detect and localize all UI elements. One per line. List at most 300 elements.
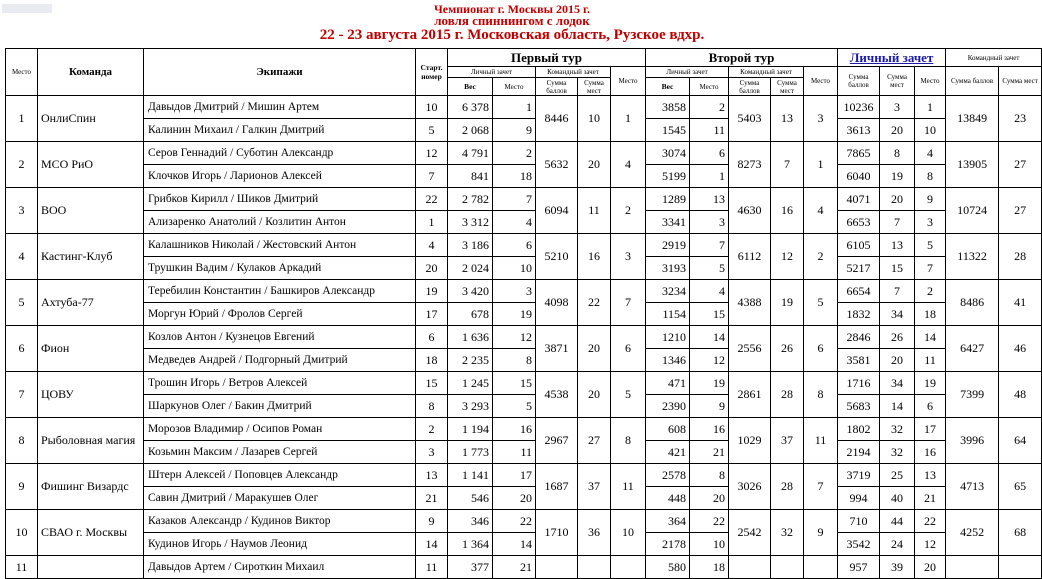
crew-t1-weight: 1 364 (448, 533, 493, 556)
crew-names: Давыдов Дмитрий / Мишин Артем (144, 96, 416, 119)
crew-personal-sum-places: 14 (880, 395, 915, 418)
crew-start-number: 13 (416, 464, 448, 487)
header-t2-rank: Место (804, 67, 838, 96)
crew-personal-sum-points: 6654 (838, 280, 880, 303)
team-t1-sum-places: 22 (578, 280, 611, 326)
crew-t1-weight: 2 782 (448, 188, 493, 211)
header-start: Старт. номер (416, 49, 448, 96)
header-total-sum-places: Сумма мест (999, 67, 1042, 96)
team-total-sum-places: 46 (999, 326, 1042, 372)
crew-start-number: 12 (416, 142, 448, 165)
header-total-sum-points: Сумма баллов (946, 67, 999, 96)
team-t2-sum-points: 4388 (729, 280, 771, 326)
crew-t1-place: 19 (493, 303, 536, 326)
team-t1-sum-points (536, 556, 578, 579)
crew-personal-rank: 17 (915, 418, 946, 441)
crew-t2-weight: 3858 (646, 96, 690, 119)
crew-start-number: 11 (416, 556, 448, 579)
crew-t2-weight: 364 (646, 510, 690, 533)
crew-start-number: 7 (416, 165, 448, 188)
team-t1-rank: 1 (611, 96, 646, 142)
header-t2-sum-points: Сумма баллов (729, 78, 771, 96)
team-t1-rank: 4 (611, 142, 646, 188)
crew-t2-weight: 3193 (646, 257, 690, 280)
team-t1-sum-places: 10 (578, 96, 611, 142)
crew-start-number: 19 (416, 280, 448, 303)
team-t2-rank: 7 (804, 464, 838, 510)
team-total-sum-points: 13849 (946, 96, 999, 142)
crew-t2-weight: 1346 (646, 349, 690, 372)
crew-t2-place: 14 (690, 326, 729, 349)
crew-t1-place: 4 (493, 211, 536, 234)
team-place: 1 (6, 96, 38, 142)
crew-t1-weight: 1 141 (448, 464, 493, 487)
crew-names: Теребилин Константин / Башкиров Александр (144, 280, 416, 303)
crew-start-number: 4 (416, 234, 448, 257)
crew-personal-rank: 9 (915, 188, 946, 211)
team-t2-sum-places: 13 (771, 96, 804, 142)
crew-t1-place: 1 (493, 96, 536, 119)
crew-t1-place: 20 (493, 487, 536, 510)
crew-personal-rank: 2 (915, 280, 946, 303)
crew-t1-place: 10 (493, 257, 536, 280)
crew-personal-sum-points: 7865 (838, 142, 880, 165)
crew-start-number: 3 (416, 441, 448, 464)
crew-t2-weight: 2578 (646, 464, 690, 487)
team-t2-sum-points: 2861 (729, 372, 771, 418)
crew-personal-sum-places: 39 (880, 556, 915, 579)
header-crew: Экипажи (144, 49, 416, 96)
team-t2-sum-points: 8273 (729, 142, 771, 188)
team-t2-rank (804, 556, 838, 579)
header-t1-place: Место (493, 78, 536, 96)
crew-names: Шаркунов Олег / Бакин Дмитрий (144, 395, 416, 418)
team-t1-sum-places: 20 (578, 372, 611, 418)
crew-personal-sum-places: 15 (880, 257, 915, 280)
table-row (6, 510, 1042, 533)
team-t2-sum-points: 4630 (729, 188, 771, 234)
crew-personal-rank: 22 (915, 510, 946, 533)
crew-personal-rank: 16 (915, 441, 946, 464)
crew-personal-sum-places: 13 (880, 234, 915, 257)
team-t1-sum-points: 2967 (536, 418, 578, 464)
crew-personal-sum-points: 3581 (838, 349, 880, 372)
table-row (6, 188, 1042, 211)
crew-t2-place: 12 (690, 349, 729, 372)
crew-t1-weight: 6 378 (448, 96, 493, 119)
team-t2-rank: 4 (804, 188, 838, 234)
team-total-sum-places (999, 556, 1042, 579)
crew-t2-weight: 471 (646, 372, 690, 395)
crew-personal-sum-points: 4071 (838, 188, 880, 211)
header-l-sum-points: Сумма баллов (838, 67, 880, 96)
crew-t1-place: 12 (493, 326, 536, 349)
team-place: 7 (6, 372, 38, 418)
team-t1-rank: 3 (611, 234, 646, 280)
team-name (38, 556, 144, 579)
crew-names: Давыдов Артем / Сироткин Михаил (144, 556, 416, 579)
crew-t2-place: 5 (690, 257, 729, 280)
header-t2-sum-places: Сумма мест (771, 78, 804, 96)
team-t2-sum-places: 12 (771, 234, 804, 280)
crew-t1-weight: 1 194 (448, 418, 493, 441)
table-row (6, 211, 1042, 234)
crew-personal-sum-places: 7 (880, 211, 915, 234)
crew-t2-weight: 2178 (646, 533, 690, 556)
crew-t1-weight: 3 420 (448, 280, 493, 303)
team-t1-sum-places: 20 (578, 142, 611, 188)
team-t2-sum-points (729, 556, 771, 579)
team-t1-sum-points: 1710 (536, 510, 578, 556)
crew-names: Казаков Александр / Кудинов Виктор (144, 510, 416, 533)
crew-personal-rank: 7 (915, 257, 946, 280)
team-name: ВОО (38, 188, 144, 234)
crew-t1-weight: 2 068 (448, 119, 493, 142)
crew-t1-place: 15 (493, 372, 536, 395)
crew-t1-place: 14 (493, 533, 536, 556)
table-row (6, 372, 1042, 395)
crew-personal-sum-points: 3542 (838, 533, 880, 556)
crew-t1-weight: 841 (448, 165, 493, 188)
crew-t1-place: 16 (493, 418, 536, 441)
header-t1-sum-places: Сумма мест (578, 78, 611, 96)
header-t1-team: Командный зачет (536, 67, 611, 78)
crew-t2-place: 9 (690, 395, 729, 418)
crew-t2-weight: 1210 (646, 326, 690, 349)
team-t2-sum-places: 19 (771, 280, 804, 326)
crew-t2-weight: 5199 (646, 165, 690, 188)
crew-personal-sum-points: 6105 (838, 234, 880, 257)
team-place: 5 (6, 280, 38, 326)
team-place: 10 (6, 510, 38, 556)
crew-personal-sum-places: 32 (880, 418, 915, 441)
team-t1-sum-places: 36 (578, 510, 611, 556)
crew-t1-weight: 2 024 (448, 257, 493, 280)
crew-personal-rank: 14 (915, 326, 946, 349)
crew-personal-rank: 1 (915, 96, 946, 119)
team-t2-sum-points: 6112 (729, 234, 771, 280)
team-t1-sum-points: 5632 (536, 142, 578, 188)
crew-personal-sum-points: 710 (838, 510, 880, 533)
crew-personal-rank: 5 (915, 234, 946, 257)
crew-start-number: 22 (416, 188, 448, 211)
team-t2-sum-places: 26 (771, 326, 804, 372)
team-total-sum-points: 11322 (946, 234, 999, 280)
crew-t2-place: 22 (690, 510, 729, 533)
crew-t1-weight: 1 773 (448, 441, 493, 464)
crew-names: Грибков Кирилл / Шиков Дмитрий (144, 188, 416, 211)
team-total-sum-places: 23 (999, 96, 1042, 142)
crew-names: Калинин Михаил / Галкин Дмитрий (144, 119, 416, 142)
team-t1-sum-places: 16 (578, 234, 611, 280)
team-t2-rank: 11 (804, 418, 838, 464)
team-place: 4 (6, 234, 38, 280)
crew-t2-place: 10 (690, 533, 729, 556)
team-t1-sum-points: 6094 (536, 188, 578, 234)
team-name: МСО РиО (38, 142, 144, 188)
team-total-sum-points: 4713 (946, 464, 999, 510)
crew-t1-place: 7 (493, 188, 536, 211)
team-name: Кастинг-Клуб (38, 234, 144, 280)
crew-start-number: 15 (416, 372, 448, 395)
crew-t1-place: 17 (493, 464, 536, 487)
crew-names: Трушкин Вадим / Кулаков Аркадий (144, 257, 416, 280)
team-t1-sum-points: 3871 (536, 326, 578, 372)
crew-t2-weight: 448 (646, 487, 690, 510)
team-total-sum-points: 8486 (946, 280, 999, 326)
crew-personal-sum-places: 7 (880, 280, 915, 303)
crew-start-number: 20 (416, 257, 448, 280)
team-total-sum-places: 65 (999, 464, 1042, 510)
crew-t1-place: 9 (493, 119, 536, 142)
crew-names: Морозов Владимир / Осипов Роман (144, 418, 416, 441)
crew-t2-weight: 1545 (646, 119, 690, 142)
team-t2-sum-places: 37 (771, 418, 804, 464)
crew-personal-rank: 11 (915, 349, 946, 372)
team-t2-rank: 3 (804, 96, 838, 142)
table-row (6, 556, 1042, 579)
crew-t1-weight: 377 (448, 556, 493, 579)
crew-t1-place: 2 (493, 142, 536, 165)
team-t1-rank: 5 (611, 372, 646, 418)
header-team-total: Командный зачет (946, 49, 1042, 67)
team-name: Рыболовная магия (38, 418, 144, 464)
crew-t2-place: 20 (690, 487, 729, 510)
table-row (6, 280, 1042, 303)
team-place: 3 (6, 188, 38, 234)
crew-personal-sum-places: 44 (880, 510, 915, 533)
crew-personal-rank: 8 (915, 165, 946, 188)
team-place: 6 (6, 326, 38, 372)
crew-personal-sum-places: 34 (880, 303, 915, 326)
crew-names: Клочков Игорь / Ларионов Алексей (144, 165, 416, 188)
header-l-rank: Место (915, 67, 946, 96)
table-row (6, 96, 1042, 119)
crew-names: Калашников Николай / Жестовский Антон (144, 234, 416, 257)
header-l-sum-places: Сумма мест (880, 67, 915, 96)
crew-personal-sum-places: 3 (880, 96, 915, 119)
team-t1-sum-points: 4098 (536, 280, 578, 326)
crew-t2-place: 11 (690, 119, 729, 142)
crew-t2-weight: 608 (646, 418, 690, 441)
table-row (6, 165, 1042, 188)
crew-t2-place: 4 (690, 280, 729, 303)
crew-start-number: 1 (416, 211, 448, 234)
crew-personal-sum-points: 957 (838, 556, 880, 579)
crew-personal-sum-places: 20 (880, 119, 915, 142)
team-t1-sum-points: 5210 (536, 234, 578, 280)
team-place: 8 (6, 418, 38, 464)
crew-names: Козлов Антон / Кузнецов Евгений (144, 326, 416, 349)
crew-personal-sum-points: 5217 (838, 257, 880, 280)
header-t2-personal: Личный зачет (646, 67, 729, 78)
crew-t1-place: 8 (493, 349, 536, 372)
team-total-sum-places: 41 (999, 280, 1042, 326)
team-t2-sum-points: 5403 (729, 96, 771, 142)
header-t2-team: Командный зачет (729, 67, 804, 78)
table-row (6, 487, 1042, 510)
crew-personal-sum-points: 1802 (838, 418, 880, 441)
results-table (5, 48, 1042, 579)
table-row (6, 441, 1042, 464)
crew-t2-place: 18 (690, 556, 729, 579)
team-t2-rank: 6 (804, 326, 838, 372)
crew-personal-sum-places: 40 (880, 487, 915, 510)
team-total-sum-places: 27 (999, 188, 1042, 234)
crew-start-number: 21 (416, 487, 448, 510)
crew-personal-sum-places: 26 (880, 326, 915, 349)
crew-names: Козьмин Максим / Лазарев Сергей (144, 441, 416, 464)
crew-t1-place: 22 (493, 510, 536, 533)
team-name: Ахтуба-77 (38, 280, 144, 326)
team-t1-rank: 10 (611, 510, 646, 556)
crew-t1-place: 5 (493, 395, 536, 418)
crew-t2-weight: 2390 (646, 395, 690, 418)
crew-t1-weight: 4 791 (448, 142, 493, 165)
crew-t2-place: 21 (690, 441, 729, 464)
header-team: Команда (38, 49, 144, 96)
team-total-sum-points (946, 556, 999, 579)
team-name: ЦОВУ (38, 372, 144, 418)
team-t1-sum-places: 20 (578, 326, 611, 372)
crew-names: Серов Геннадий / Суботин Александр (144, 142, 416, 165)
crew-t1-place: 3 (493, 280, 536, 303)
header-tour-2: Второй тур (646, 49, 838, 67)
team-total-sum-points: 6427 (946, 326, 999, 372)
team-t2-sum-places (771, 556, 804, 579)
crew-personal-sum-places: 19 (880, 165, 915, 188)
team-t2-sum-points: 2542 (729, 510, 771, 556)
team-t1-rank (611, 556, 646, 579)
team-name: Фишинг Визардс (38, 464, 144, 510)
crew-t1-weight: 546 (448, 487, 493, 510)
crew-t1-weight: 678 (448, 303, 493, 326)
crew-t2-place: 13 (690, 188, 729, 211)
team-total-sum-points: 13905 (946, 142, 999, 188)
team-t2-rank: 2 (804, 234, 838, 280)
crew-t1-place: 21 (493, 556, 536, 579)
crew-t2-place: 2 (690, 96, 729, 119)
crew-t2-place: 6 (690, 142, 729, 165)
crew-t1-place: 18 (493, 165, 536, 188)
crew-personal-rank: 21 (915, 487, 946, 510)
team-t2-sum-points: 2556 (729, 326, 771, 372)
crew-t1-weight: 3 312 (448, 211, 493, 234)
header-t2-place: Место (690, 78, 729, 96)
crew-t2-weight: 1289 (646, 188, 690, 211)
crew-personal-sum-places: 20 (880, 349, 915, 372)
crew-t2-weight: 421 (646, 441, 690, 464)
crew-t1-weight: 346 (448, 510, 493, 533)
crew-personal-rank: 19 (915, 372, 946, 395)
crew-start-number: 17 (416, 303, 448, 326)
crew-t1-weight: 1 636 (448, 326, 493, 349)
crew-t2-weight: 3234 (646, 280, 690, 303)
crew-t1-place: 11 (493, 441, 536, 464)
crew-t2-place: 1 (690, 165, 729, 188)
crew-personal-sum-places: 24 (880, 533, 915, 556)
table-row (6, 464, 1042, 487)
crew-t2-weight: 1154 (646, 303, 690, 326)
title-line-3: 22 - 23 августа 2015 г. Московская область, Рузское вдхр. (319, 27, 705, 43)
header-t2-weight: Вес (646, 78, 690, 96)
crew-personal-sum-points: 6040 (838, 165, 880, 188)
team-total-sum-places: 28 (999, 234, 1042, 280)
crew-personal-rank: 12 (915, 533, 946, 556)
team-place: 11 (6, 556, 38, 579)
table-row (6, 234, 1042, 257)
crew-personal-sum-points: 3719 (838, 464, 880, 487)
header-place: Место (6, 49, 38, 96)
team-t1-sum-points: 1687 (536, 464, 578, 510)
crew-t1-weight: 3 186 (448, 234, 493, 257)
team-total-sum-places: 64 (999, 418, 1042, 464)
team-t2-rank: 1 (804, 142, 838, 188)
team-t2-sum-places: 28 (771, 372, 804, 418)
team-t2-sum-points: 3026 (729, 464, 771, 510)
crew-t2-place: 19 (690, 372, 729, 395)
header-personal-total-link[interactable]: Личный зачет (838, 49, 946, 67)
table-row (6, 349, 1042, 372)
table-row (6, 303, 1042, 326)
crew-t2-place: 3 (690, 211, 729, 234)
crew-t2-place: 7 (690, 234, 729, 257)
team-t1-sum-points: 8446 (536, 96, 578, 142)
crew-t2-place: 15 (690, 303, 729, 326)
crew-personal-sum-points: 2846 (838, 326, 880, 349)
team-total-sum-places: 27 (999, 142, 1042, 188)
crew-start-number: 9 (416, 510, 448, 533)
crew-start-number: 18 (416, 349, 448, 372)
crew-t1-weight: 1 245 (448, 372, 493, 395)
team-t1-sum-places (578, 556, 611, 579)
table-row (6, 142, 1042, 165)
team-total-sum-points: 4252 (946, 510, 999, 556)
team-t2-sum-points: 1029 (729, 418, 771, 464)
team-t1-sum-points: 4538 (536, 372, 578, 418)
crew-personal-sum-places: 8 (880, 142, 915, 165)
crew-names: Кудинов Игорь / Наумов Леонид (144, 533, 416, 556)
crew-t1-place: 6 (493, 234, 536, 257)
team-name: Фион (38, 326, 144, 372)
title-line-2: ловля спиннингом с лодок (434, 13, 590, 28)
header-t1-sum-points: Сумма баллов (536, 78, 578, 96)
crew-personal-rank: 18 (915, 303, 946, 326)
table-row (6, 326, 1042, 349)
crew-personal-sum-places: 32 (880, 441, 915, 464)
crew-personal-sum-points: 994 (838, 487, 880, 510)
team-total-sum-points: 3996 (946, 418, 999, 464)
crew-personal-sum-points: 1716 (838, 372, 880, 395)
header-tour-1: Первый тур (448, 49, 646, 67)
crew-personal-sum-points: 1832 (838, 303, 880, 326)
header-t1-rank: Место (611, 67, 646, 96)
crew-personal-sum-points: 2194 (838, 441, 880, 464)
crew-names: Моргун Юрий / Фролов Сергей (144, 303, 416, 326)
team-t1-sum-places: 11 (578, 188, 611, 234)
team-total-sum-points: 7399 (946, 372, 999, 418)
team-t1-rank: 8 (611, 418, 646, 464)
team-t1-rank: 2 (611, 188, 646, 234)
crew-names: Савин Дмитрий / Маракушев Олег (144, 487, 416, 510)
crew-personal-sum-places: 25 (880, 464, 915, 487)
team-t2-sum-places: 28 (771, 464, 804, 510)
header-t1-personal: Личный зачет (448, 67, 536, 78)
crew-personal-rank: 3 (915, 211, 946, 234)
team-t2-rank: 5 (804, 280, 838, 326)
table-row (6, 533, 1042, 556)
crew-t1-weight: 3 293 (448, 395, 493, 418)
